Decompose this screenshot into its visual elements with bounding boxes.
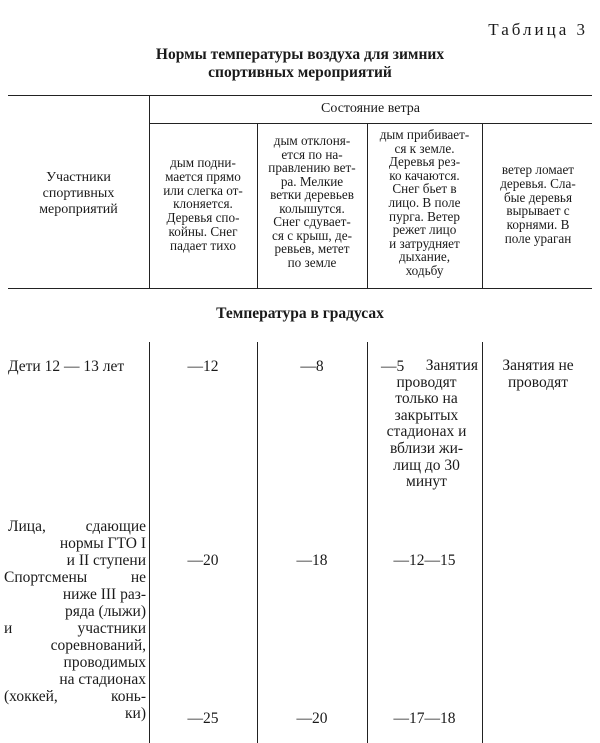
row-children-note: Занятия проводят только на закрытых стадионах и вблизи жи- лищ до 30 минут <box>386 357 478 491</box>
participants-header: Участники спортивных мероприятий <box>39 170 118 217</box>
row-gto-value-2: —18 <box>296 552 328 569</box>
wind-column-2-header: дым отклоня- ется по на- правлению вет- ра. Мелкие ветки деревьев колышутся. Снег сдувает- ся с крыш, де- ревьев, метет по земле <box>268 133 356 270</box>
row-children-value-2: —8 <box>300 358 324 375</box>
row-gto-value-1: —20 <box>187 552 219 569</box>
wind-column-1-header: дым подни- мается прямо или слегка от- клоняется. Деревья спо- койны. Снег падает тихо <box>163 155 243 253</box>
wind-column-3-header: дым прибивает- ся к земле. Деревья рез- ко качаются. Снег бьет в лицо. В поле пурга. Ветер режет лицо и затрудняет дыхание, ходьбу <box>379 127 470 278</box>
row-children-value-1: —12 <box>187 358 219 375</box>
wind-state-header: Состояние ветра <box>321 101 420 116</box>
wind-state-rule <box>149 123 592 124</box>
body-divider-3 <box>367 342 368 743</box>
temperature-subheader: Температура в градусах <box>216 305 384 322</box>
header-divider-3 <box>367 123 368 288</box>
table-title-line-1: Нормы температуры воздуха для зимних <box>155 46 445 63</box>
header-divider-4 <box>482 123 483 288</box>
row-children-last-column: Занятия не проводят <box>502 357 574 391</box>
row-children-value-3: —5 <box>381 358 405 375</box>
header-divider-2 <box>257 123 258 288</box>
table-label: Таблица 3 <box>488 20 588 39</box>
header-bottom-rule <box>8 288 592 289</box>
row-athletes-value-2: —20 <box>296 710 328 727</box>
wind-column-4-header: ветер ломает деревья. Сла- бые деревья вырывает с корнями. В поле ураган <box>500 162 576 246</box>
row-label-athletes: Спортсмены не ниже III раз- ряда (лыжи) и участники соревнований, проводимых на стадионах (хоккей, конь- ки) <box>4 569 146 722</box>
table-top-rule <box>8 95 592 96</box>
body-divider-1 <box>149 342 150 743</box>
body-divider-2 <box>257 342 258 743</box>
table-title-line-2: спортивных мероприятий <box>208 64 392 81</box>
row-athletes-value-3: —17—18 <box>393 710 456 727</box>
row-label-children: Дети 12 — 13 лет <box>8 358 125 375</box>
row-label-gto: Лица, сдающие нормы ГТО I и II ступени <box>8 518 146 569</box>
row-gto-value-3: —12—15 <box>393 552 456 569</box>
body-divider-4 <box>482 342 483 743</box>
row-athletes-value-1: —25 <box>187 710 219 727</box>
